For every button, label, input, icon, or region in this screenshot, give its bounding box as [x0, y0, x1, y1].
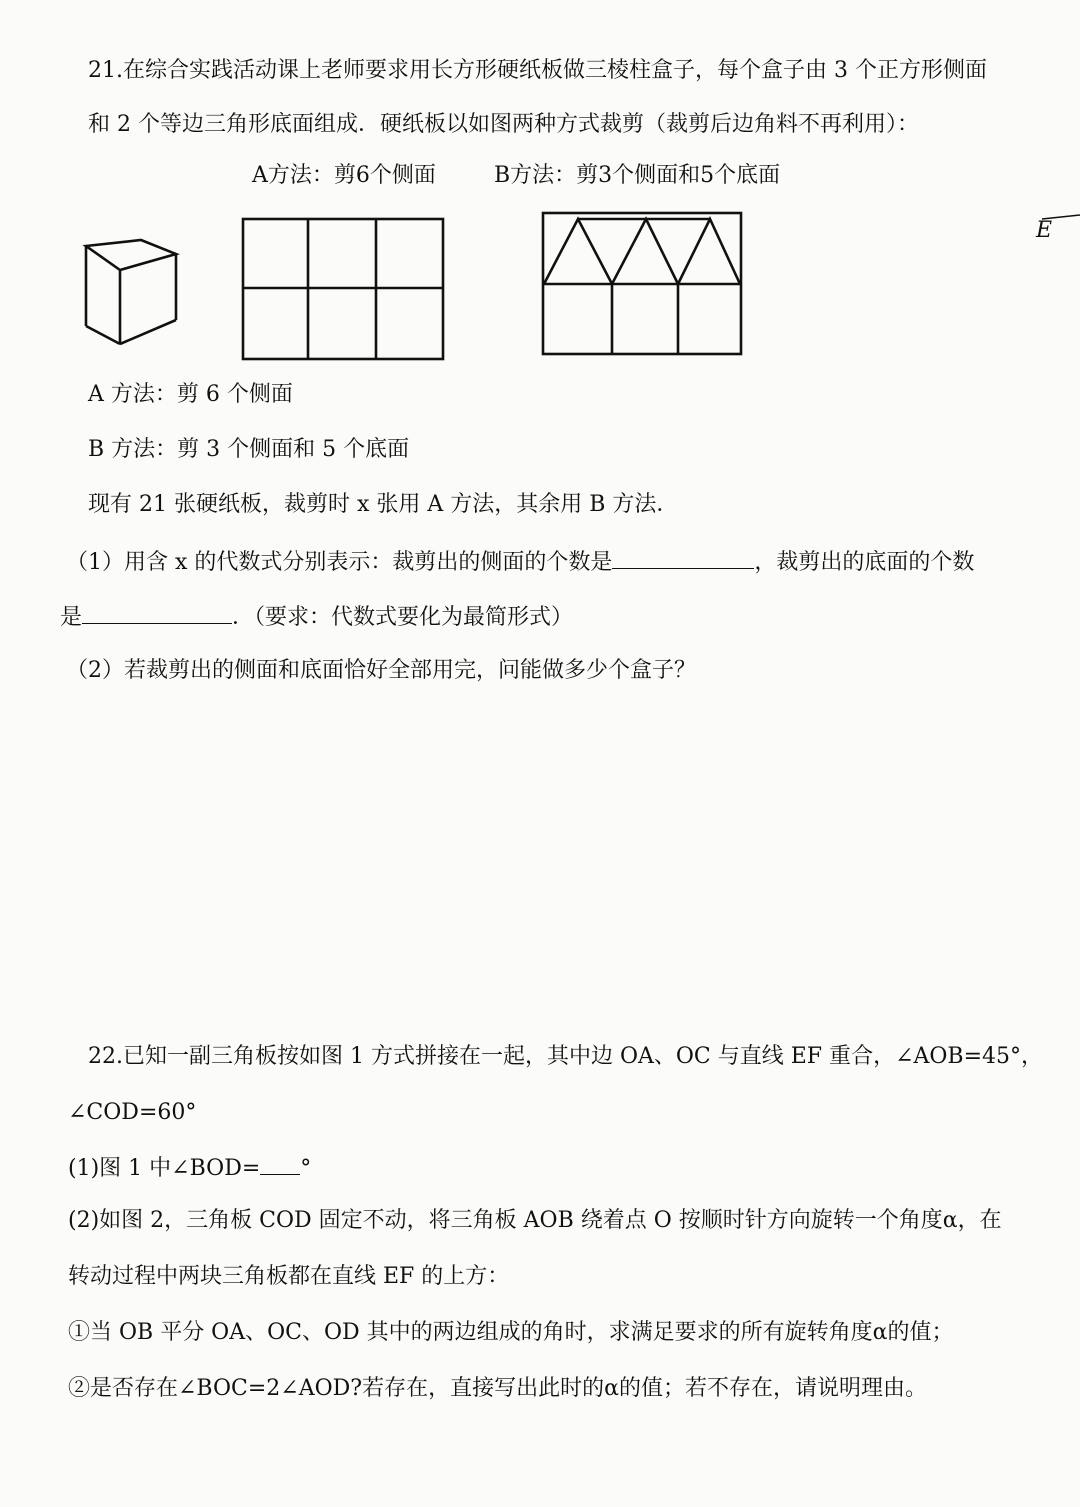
q22-part1-text-a: (1)图 1 中∠BOD=	[68, 1156, 261, 1181]
base-count-blank[interactable]	[82, 603, 232, 624]
q21-method-a: A 方法：剪 6 个侧面	[88, 382, 293, 407]
q21-setup: 现有 21 张硬纸板，裁剪时 x 张用 A 方法，其余用 B 方法．	[88, 492, 679, 517]
q21-method-b: B 方法：剪 3 个侧面和 5 个底面	[88, 437, 410, 462]
q22-part1-text-b: °	[300, 1156, 312, 1181]
prism-bottom-left-edge	[86, 326, 120, 344]
q21-part2: （2）若裁剪出的侧面和底面恰好全部用完，问能做多少个盒子？	[66, 658, 696, 683]
margin-letter-e: E	[1036, 218, 1053, 243]
q21-part1-text-b: ，裁剪出的底面的个数	[754, 550, 975, 575]
angle-bod-blank[interactable]	[260, 1154, 300, 1175]
method-b-figure	[542, 212, 744, 356]
q21-part1-text-d: ．（要求：代数式要化为最简形式）	[232, 605, 574, 630]
prism-figure	[80, 236, 190, 356]
q21-intro-line2: 和 2 个等边三角形底面组成．硬纸板以如图两种方式裁剪（裁剪后边角料不再利用）：	[88, 112, 919, 137]
figure-label-method-a: A方法：剪6个侧面	[252, 163, 436, 188]
prism-bottom-right-edge	[120, 320, 176, 344]
prism-top-face	[86, 240, 176, 270]
q22-intro-line1: 22.已知一副三角板按如图 1 方式拼接在一起，其中边 OA、OC 与直线 EF 重合，∠AOB=45°，	[88, 1044, 1044, 1069]
q22-part2-line1: (2)如图 2，三角板 COD 固定不动，将三角板 AOB 绕着点 O 按顺时针方向旋转一个角度α，在	[68, 1208, 1002, 1233]
q21-intro-line1: 21.在综合实践活动课上老师要求用长方形硬纸板做三棱柱盒子，每个盒子由 3 个正方形侧面	[88, 58, 987, 83]
q21-part1-line1	[66, 548, 974, 576]
q22-part2-line2: 转动过程中两块三角板都在直线 EF 的上方：	[68, 1264, 510, 1289]
method-b-triangles	[544, 219, 740, 284]
side-count-blank[interactable]	[612, 548, 754, 569]
q22-sub1: ①当 OB 平分 OA、OC、OD 其中的两边组成的角时，求满足要求的所有旋转角度α的值；	[68, 1320, 954, 1345]
q22-sub2: ②是否存在∠BOC=2∠AOD?若存在，直接写出此时的α的值；若不存在，请说明理由。	[68, 1376, 927, 1401]
q21-part1-text-a: （1）用含 x 的代数式分别表示：裁剪出的侧面的个数是	[66, 550, 613, 575]
q21-part1-text-c: 是	[60, 605, 83, 630]
q22-intro-line2: ∠COD=60°	[68, 1100, 197, 1125]
method-a-figure	[242, 218, 444, 360]
figure-label-method-b: B方法：剪3个侧面和5个底面	[494, 163, 781, 188]
q22-part1	[68, 1154, 311, 1182]
q21-part1-line2	[60, 603, 573, 631]
